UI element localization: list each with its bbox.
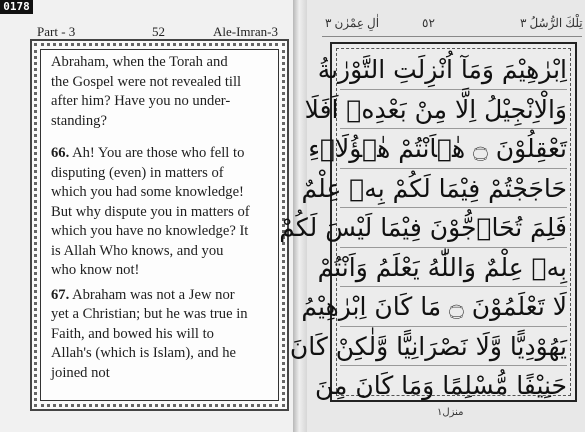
translation-line: disputing (even) in matters of (51, 164, 224, 181)
translation-line: after him? Have you no under- (51, 93, 231, 109)
arabic-line: يَهُوْدِيًّا وَّلَا نَصْرَانِيًّا وَّلٰكِنْ كَانَ (340, 327, 567, 367)
translation-line: yet a Christian; but he was true in (51, 306, 248, 322)
left-header-surah: Ale-Imran-3 (213, 24, 278, 39)
translation-text (41, 50, 278, 383)
translation-line: Ah! You are those who fell to (69, 145, 245, 161)
arabic-line: تَعْقِلُوْنَ ۝ هٰۤاَنْتُمْ هٰۤؤُلَاۤءِ (340, 129, 567, 169)
right-header-surah: اٰلِ عِمْرٰن ٣ (325, 16, 380, 30)
scan-tag: 0178 (0, 0, 33, 14)
verse-number: 66. (51, 145, 70, 161)
translation-frame (30, 39, 289, 411)
arabic-line: لَا تَعْلَمُوْنَ ۝ مَا كَانَ اِبْرٰهِيْمُ (340, 287, 567, 327)
arabic-frame (279, 42, 577, 402)
translation-line: the Gospel were not revealed till (51, 73, 242, 90)
arabic-text (279, 50, 567, 400)
right-header-page-number: ٥٢ (422, 16, 435, 30)
translation-line: Abraham was not a Jew nor (69, 286, 235, 303)
right-header-juz: تِلْكَ الرُّسُلُ ٣ (520, 16, 583, 30)
translation-line: joined not (51, 364, 110, 381)
arabic-line: حَاجَجْتُمْ فِيْمَا لَكُمْ بِهٖ عِلْمٌ (340, 169, 567, 209)
verse-66 (51, 144, 270, 164)
arabic-line: حَنِيْفًا مُّسْلِمًا وَمَا كَانَ مِنَ (314, 371, 567, 400)
translation-line: Allah's (which is Islam), and he (51, 345, 237, 361)
translation-text-box (40, 49, 279, 401)
arabic-line: بِهٖ عِلْمٌ وَاللّٰهُ يَعْلَمُ وَاَنْتُمْ (340, 248, 567, 288)
left-header-page-number: 52 (152, 24, 165, 39)
left-header-part: Part - 3 (37, 24, 76, 39)
translation-line: which you have no knowledge? It (51, 223, 249, 239)
translation-line: is Allah Who knows, and you (51, 242, 224, 259)
arabic-line: وَالْاِنْجِيْلُ اِلَّا مِنْ بَعْدِهٖ اَفَلَا (340, 90, 567, 130)
manzil-footer-mark: منزل١ (437, 407, 464, 418)
verse-67 (51, 286, 270, 306)
translation-line: Faith, and bowed his will to (51, 325, 214, 342)
translation-line: standing? (51, 112, 107, 129)
translation-line: But why dispute you in matters of (51, 203, 250, 220)
translation-line: which you had some knowledge! (51, 184, 244, 200)
arabic-line: اِبْرٰهِيْمَ وَمَآ اُنْزِلَتِ التَّوْرٰىةُ (340, 50, 567, 90)
translation-line: Abraham, when the Torah and (51, 54, 228, 70)
arabic-line: فَلِمَ تُحَاۤجُّوْنَ فِيْمَا لَيْسَ لَكُمْ (340, 208, 567, 248)
verse-number: 67. (51, 286, 70, 303)
header-rule (322, 36, 582, 37)
translation-line: who know not! (51, 262, 140, 278)
